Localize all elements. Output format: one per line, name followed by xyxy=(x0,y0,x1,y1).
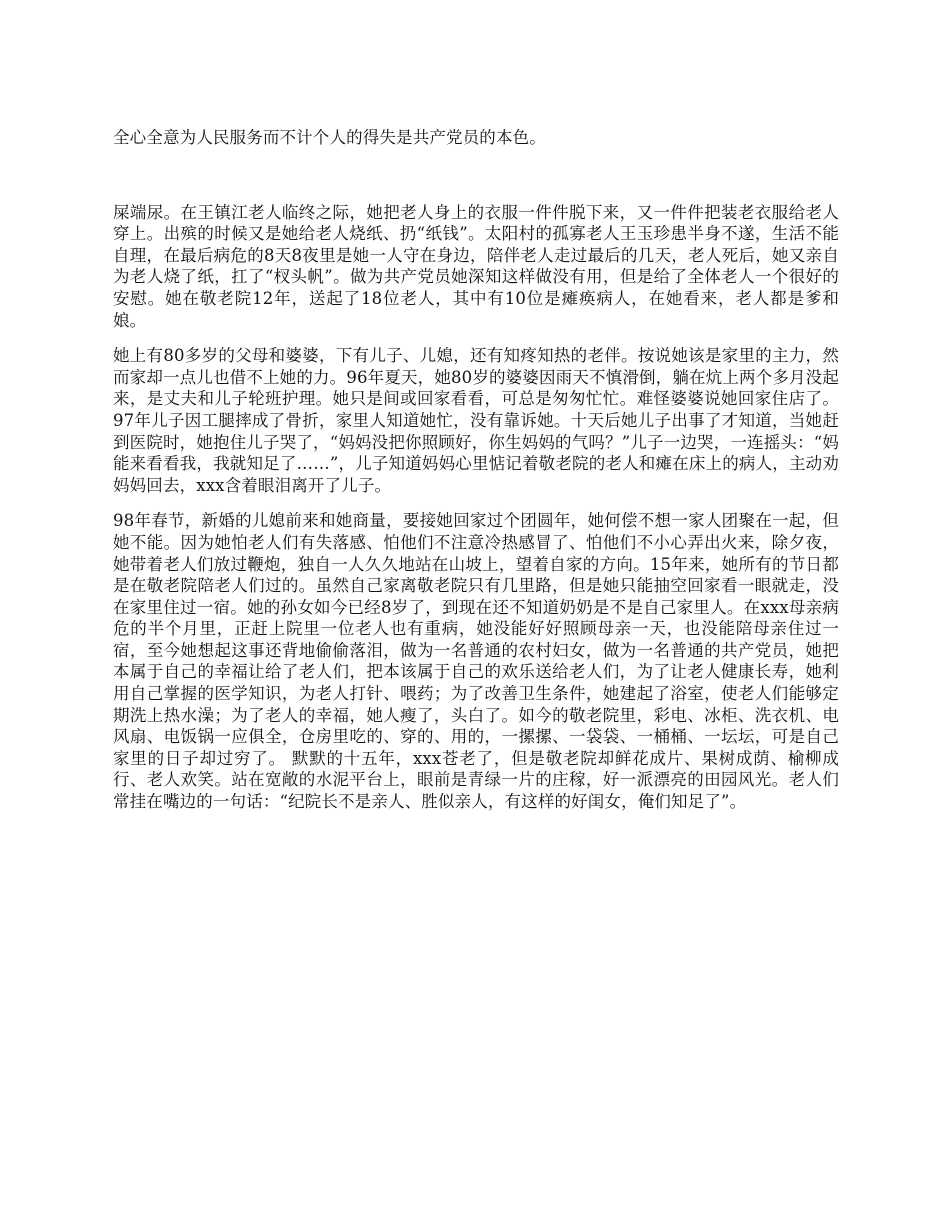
lead-paragraph: 全心全意为人民服务而不计个人的得失是共产党员的本色。 xyxy=(113,128,546,147)
body-paragraph-3: 98年春节，新婚的儿媳前来和她商量，要接她回家过个团圆年，她何偿不想一家人团聚在一起，但她不能。因为她怕老人们有失落感、怕他们不注意冷热感冒了、怕他们不小心弄出火来，除夕夜，她带着老人们放过鞭炮，独自一人久久地站在山坡上，望着自家的方向。15年来，她所有的节日都是在敬老院陪老人们过的。虽然自己家离敬老院只有几里路，但是她只能抽空回家看一眼就走，没在家里住过一宿。她的孙女如今已经8岁了，到现在还不知道奶奶是不是自己家里人。在xxx母亲病危的半个月里，正赶上院里一位老人也有重病，她没能好好照顾母亲一天，也没能陪母亲住过一宿，至今她想起这事还背地偷偷落泪，做为一名普通的农村妇女，做为一名普通的共产党员，她把本属于自己的幸福让给了老人们，把本该属于自己的欢乐送给老人们，为了让老人健康长寿，她利用自己掌握的医学知识，为老人打针、喂药；为了改善卫生条件，她建起了浴室，使老人们能够定期洗上热水澡；为了老人的幸福，她人瘦了，头白了。如今的敬老院里，彩电、冰柜、洗衣机、电风扇、电饭锅一应俱全，仓房里吃的、穿的、用的，一摞摞、一袋袋、一桶桶、一坛坛，可是自己家里的日子却过穷了。 默默的十五年，xxx苍老了，但是敬老院却鲜花成片、果树成荫、榆柳成行、老人欢笑。站在宽敞的水泥平台上，眼前是青绿一片的庄稼，好一派漂亮的田园风光。老人们常挂在嘴边的一句话：“纪院长不是亲人、胜似亲人，有这样的好闺女，俺们知足了”。 xyxy=(113,511,839,812)
body-paragraph-1: 屎端尿。在王镇江老人临终之际，她把老人身上的衣服一件件脱下来，又一件件把装老衣服给老人穿上。出殡的时候又是她给老人烧纸、扔“纸钱”。太阳村的孤寡老人王玉珍患半身不遂，生活不能自理，在最后病危的8天8夜里是她一人守在身边，陪伴老人走过最后的几天，老人死后，她又亲自为老人烧了纸，扛了“杈头帆”。做为共产党员她深知这样做没有用，但是给了全体老人一个很好的安慰。她在敬老院12年，送起了18位老人，其中有10位是瘫痪病人，在她看来，老人都是爹和娘。 xyxy=(113,202,839,330)
body-paragraph-2: 她上有80多岁的父母和婆婆，下有儿子、儿媳，还有知疼知热的老伴。按说她该是家里的主力，然而家却一点儿也借不上她的力。96年夏天，她80岁的婆婆因雨天不慎滑倒，躺在炕上两个多月没起来，是丈夫和儿子轮班护理。她只是间或回家看看，可总是匆匆忙忙。难怪婆婆说她回家住店了。97年儿子因工腿摔成了骨折，家里人知道她忙，没有靠诉她。十天后她儿子出事了才知道，当她赶到医院时，她抱住儿子哭了，“妈妈没把你照顾好，你生妈妈的气吗？”儿子一边哭，一连摇头：“妈能来看看我，我就知足了……”，儿子知道妈妈心里惦记着敬老院的老人和瘫在床上的病人，主动劝妈妈回去，xxx含着眼泪离开了儿子。 xyxy=(113,346,839,495)
document-body xyxy=(113,127,839,827)
